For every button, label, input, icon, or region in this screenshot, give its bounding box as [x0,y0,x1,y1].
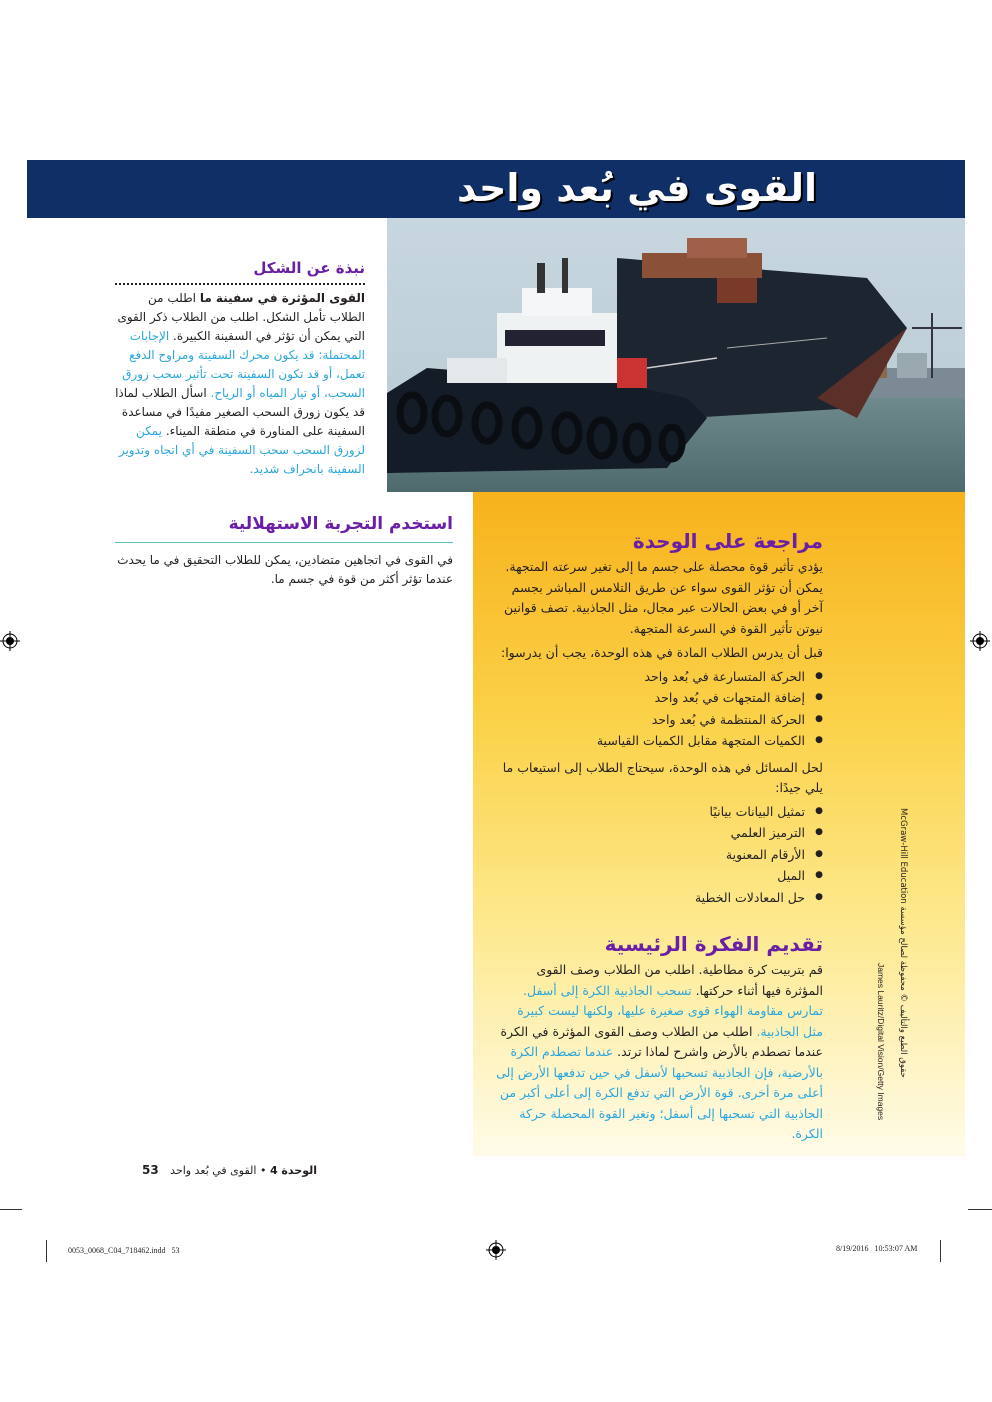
list-item: ● تمثيل البيانات بيانيًا [495,801,823,823]
crop-mark [968,1209,992,1210]
registration-mark-icon [0,631,20,651]
crop-mark [0,1209,22,1210]
unit-review-heading: مراجعة على الوحدة [632,529,823,553]
prerequisites-list [495,666,823,752]
figure-note-prompt-2: اسأل الطلاب لماذا قد يكون زورق السحب الصغير مفيدًا في مساعدة السفينة على المناورة في منطقة الميناء. [115,386,365,438]
unit-review [495,527,823,908]
figure-note-lead: القوى المؤثرة في سفينة ما [199,291,365,305]
list-item: ● الأرقام المعنوية [495,844,823,866]
footer-chapter: القوى في بُعد واحد [170,1164,257,1177]
photo-credit-column [872,808,888,1138]
crop-mark [46,1240,47,1262]
figure-note-heading: نبذة عن الشكل [253,259,365,277]
big-idea-answer-2: عندما تصطدم الكرة بالأرضية، فإن الجاذبية تسحبها لأسفل في حين تدفعها الأرض إلى أعلى مرة أخرى. قوة الأرض التي تدفع الكرة إلى أعلى أكبر من الجاذبية التي تسحبها إلى أسفل؛ وتغير القوة المحصلة حركة الكرة. [496,1044,823,1141]
list-item: ● الحركة المنتظمة في بُعد واحد [495,709,823,731]
copyright-notice: حقوق الطبع والتأليف © محفوظة لصالح مؤسسة McGraw-Hill Education [898,808,908,1078]
photo-credit: James Lauritz/Digital Vision/Getty Images [876,963,886,1121]
tugboat-photo [387,218,965,492]
footer-unit: الوحدة 4 [269,1164,317,1177]
launch-lab-heading: استخدم التجربة الاستهلالية [228,514,453,534]
figure-note-prompt-1: اطلب من الطلاب تأمل الشكل. اطلب من الطلاب ذكر القوى التي يمكن أن تؤثر في السفينة الكبيرة. [117,291,365,343]
title-banner [27,160,965,218]
figure-note [115,258,365,479]
page-title: القوى في بُعد واحد [457,166,817,210]
list-item: ● الحركة المتسارعة في بُعد واحد [495,666,823,688]
big-idea-text [495,960,823,1145]
big-idea-prompt-2: اطلب من الطلاب وصف القوى المؤثرة في الكرة عندما تصطدم بالأرض واشرح لماذا ترتد. [500,1023,823,1059]
big-idea-answer-1: تسحب الجاذبية الكرة إلى أسفل. تمارس مقاومة الهواء قوى صغيرة عليها، ولكنها ليست كبيرة مثل الجاذبية. [517,982,823,1039]
figure-note-answer-2: يمكن لزورق السحب سحب السفينة في أي اتجاه وتدوير السفينة بانحراف شديد. [118,424,365,476]
registration-mark-icon [970,631,990,651]
list-item: ● حل المعادلات الخطية [495,887,823,909]
page-footer [117,1163,317,1177]
skills-list [495,801,823,909]
dotted-rule [115,283,365,285]
footer-separator: • [259,1164,267,1177]
launch-lab [115,512,453,589]
list-item: ● إضافة المتجهات في بُعد واحد [495,687,823,709]
page-number: 53 [141,1163,159,1177]
list-item: ● الميل [495,865,823,887]
copyright-column [894,808,910,1138]
skills-intro: لحل المسائل في هذه الوحدة، سيحتاج الطلاب إلى استيعاب ما يلي جيدًا: [502,759,823,795]
big-idea-prompt-1: قم بتربيت كرة مطاطية. اطلب من الطلاب وصف القوى المؤثرة فيها أثناء حركتها. [536,962,823,998]
crop-mark [940,1240,941,1262]
registration-mark-icon [486,1240,506,1260]
figure-note-answer-1: الإجابات المحتملة: قد يكون محرك السفينة ومراوح الدفع تعمل، أو قد تكون السفينة تحت تأثير سحب زورق السحب، أو تيار المياه أو الرياح. [122,329,365,400]
launch-lab-text: في القوى في اتجاهين متضادين، يمكن للطلاب التحقيق في ما يحدث عندما تؤثر أكثر من قوة في جسم ما. [117,553,453,586]
big-idea [495,930,823,1145]
prerequisites-intro: قبل أن يدرس الطلاب المادة في هذه الوحدة، يجب أن يدرسوا: [500,645,823,660]
big-idea-heading: تقديم الفكرة الرئيسية [604,932,823,956]
tugboat-ship-illustration [387,218,965,492]
slug-timestamp: 8/19/2016 10:53:07 AM [836,1244,918,1253]
figure-note-text [115,289,365,479]
unit-review-intro: يؤدي تأثير قوة محصلة على جسم ما إلى تغير سرعته المتجهة. يمكن أن تؤثر القوى سواء عن طريق التلامس المباشر بجسم آخر أو في بعض الحالات عبر مجال، مثل الجاذبية. تصف قوانين نيوتن تأثير القوة في السرعة المتجهة. [504,559,823,636]
list-item: ● الترميز العلمي [495,822,823,844]
slug-filename: 0053_0068_C04_718462.indd 53 [68,1246,180,1255]
list-item: ● الكميات المتجهة مقابل الكميات القياسية [495,730,823,752]
heading-rule [115,542,453,543]
